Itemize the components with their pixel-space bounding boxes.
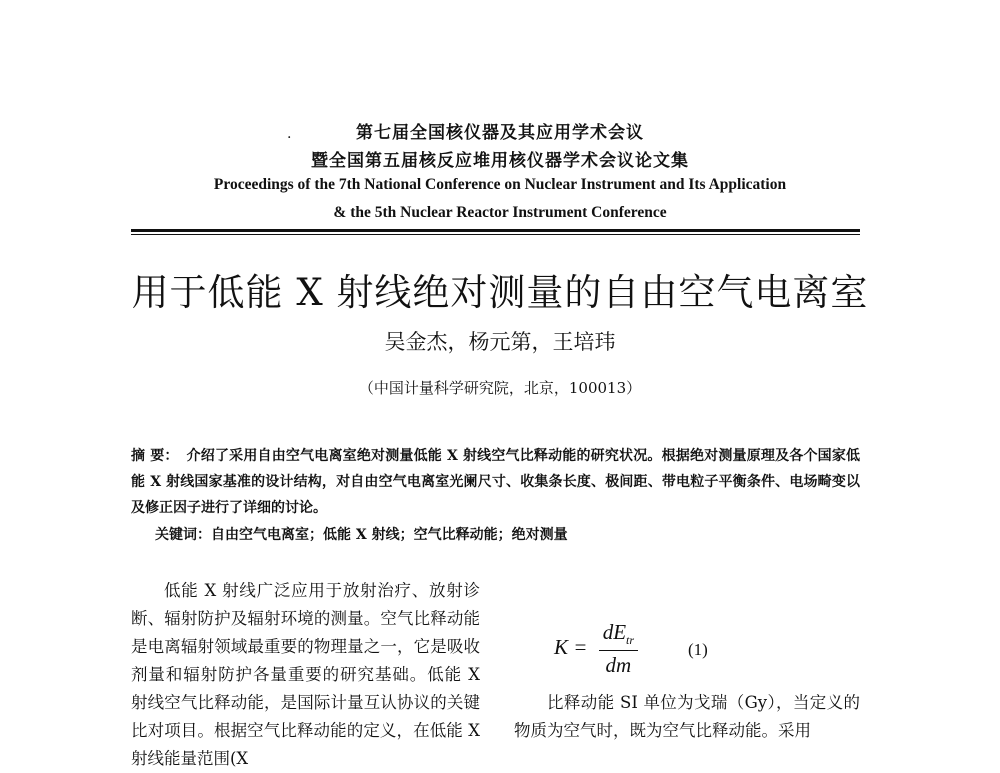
body-paragraph-right: 比释动能 SI 单位为戈瑞（Gy），当定义的物质为空气时，既为空气比释动能。采用	[514, 693, 860, 740]
abstract	[131, 443, 860, 521]
paper-title: 用于低能 X 射线绝对测量的自由空气电离室	[131, 271, 869, 314]
equation-lhs: K =	[554, 634, 588, 659]
proceedings-title-cn-line1: 第七届全国核仪器及其应用学术会议	[356, 123, 644, 143]
proceedings-title-en-line1: Proceedings of the 7th National Conference on Nuclear Instrument and Its Application	[213, 176, 787, 193]
body-column-right	[514, 689, 860, 745]
proceedings-title-cn-line2: 暨全国第五届核反应堆用核仪器学术会议论文集	[311, 151, 689, 171]
paper-authors: 吴金杰，杨元第，王培玮	[384, 330, 616, 354]
equation-fraction	[599, 620, 638, 678]
abstract-label: 摘 要：	[131, 448, 179, 464]
keywords-text: 自由空气电离室；低能 X 射线；空气比释动能；绝对测量	[211, 527, 568, 543]
proceedings-title-en-line2: & the 5th Nuclear Reactor Instrument Conference	[333, 204, 667, 221]
keywords-label: 关键词：	[155, 527, 211, 543]
abstract-text: 介绍了采用自由空气电离室绝对测量低能 X 射线空气比释动能的研究状况。根据绝对测量原理及各个国家低能 X 射线国家基准的设计结构，对自由空气电离室光阑尺寸、收集条长度、极间距、带电粒子平衡条件、电场畸变以及修正因子进行了详细的讨论。	[131, 448, 861, 516]
equation-numerator-text: dE	[602, 620, 627, 644]
header-dot: .	[287, 126, 292, 142]
equation-numerator-sub: tr	[626, 633, 635, 648]
header-rule-thick	[131, 229, 860, 232]
equation-number: (1)	[688, 640, 708, 659]
header-rule-thin	[131, 234, 860, 235]
equation-1	[554, 620, 638, 678]
body-paragraph: 低能 X 射线广泛应用于放射治疗、放射诊断、辐射防护及辐射环境的测量。空气比释动能是电离辐射领域最重要的物理量之一，它是吸收剂量和辐射防护各量重要的研究基础。低能 X 射线空气比释动能，是国际计量互认协议的关键比对项目。根据空气比释动能的定义，在低能 X 射线能量范围(X	[131, 581, 480, 768]
paper-affiliation: （中国计量科学研究院，北京，100013）	[358, 379, 642, 397]
equation-denominator: dm	[605, 653, 632, 678]
equation-numerator	[599, 620, 638, 651]
keywords	[155, 524, 860, 544]
body-column-left	[131, 577, 480, 773]
